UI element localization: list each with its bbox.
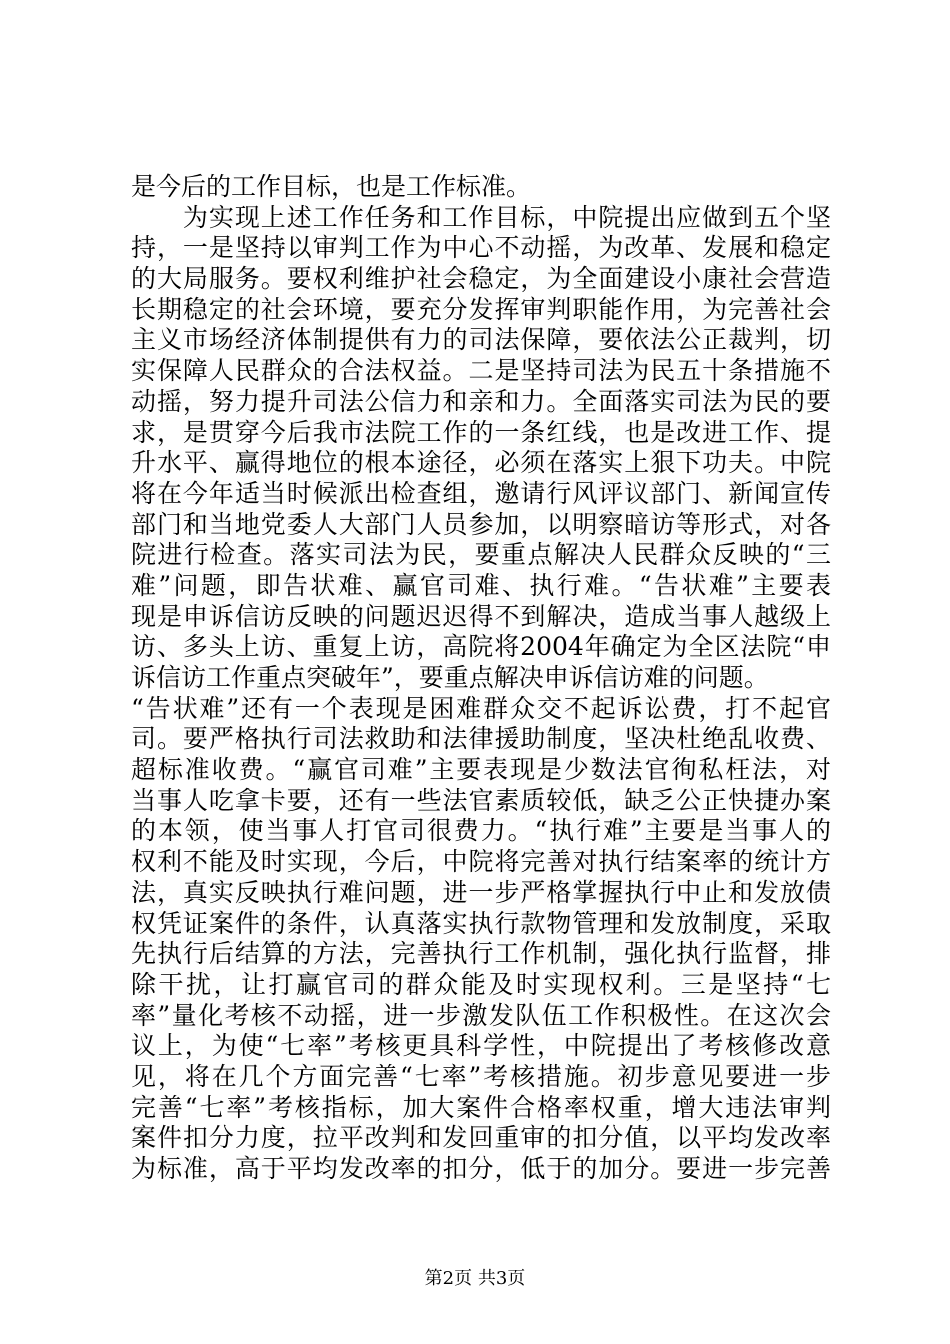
text-line: 院进行检查。落实司法为民，要重点解决人民群众反映的“三 [131,540,831,570]
body-text [131,172,831,1185]
text-line: 的本领，使当事人打官司很费力。“执行难”主要是当事人的 [131,816,831,846]
text-line: 见，将在几个方面完善“七率”考核措施。初步意见要进一步 [131,1061,831,1091]
text-line: 持，一是坚持以审判工作为中心不动摇，为改革、发展和稳定 [131,233,831,263]
text-line: 动摇，努力提升司法公信力和亲和力。全面落实司法为民的要 [131,386,831,416]
text-line: 部门和当地党委人大部门人员参加，以明察暗访等形式，对各 [131,509,831,539]
text-line: 为标准，高于平均发改率的扣分，低于的加分。要进一步完善 [131,1154,831,1183]
text-line: 权利不能及时实现，今后，中院将完善对执行结案率的统计方 [131,847,831,877]
page-footer: 第2页 共3页 [424,1268,526,1289]
text-line: 实保障人民群众的合法权益。二是坚持司法为民五十条措施不 [131,356,831,386]
text-line: 现是申诉信访反映的问题迟迟得不到解决，造成当事人越级上 [131,601,831,631]
text-line: 将在今年适当时候派出检查组，邀请行风评议部门、新闻宣传 [131,478,831,508]
text-line: 长期稳定的社会环境，要充分发挥审判职能作用，为完善社会 [131,294,831,324]
text-line: 是今后的工作目标，也是工作标准。 [131,172,532,201]
text-line: 升水平、赢得地位的根本途径，必须在落实上狠下功夫。中院 [131,448,831,478]
text-line: 超标准收费。“赢官司难”主要表现是少数法官徇私枉法，对 [131,755,831,785]
text-line: 案件扣分力度，拉平改判和发回重审的扣分值，以平均发改率 [131,1123,831,1153]
text-line: 访、多头上访、重复上访，高院将2004年确定为全区法院“申 [131,632,831,662]
text-line: 当事人吃拿卡要，还有一些法官素质较低，缺乏公正快捷办案 [131,785,831,815]
text-line: 率”量化考核不动摇，进一步激发队伍工作积极性。在这次会 [131,1000,831,1030]
text-line: 求，是贯穿今后我市法院工作的一条红线，也是改进工作、提 [131,417,831,447]
text-line: 难”问题，即告状难、赢官司难、执行难。“告状难”主要表 [131,570,831,600]
text-line: 司。要严格执行司法救助和法律援助制度，坚决杜绝乱收费、 [131,724,831,754]
text-line: 先执行后结算的方法，完善执行工作机制，强化执行监督，排 [131,939,831,969]
text-line: 权凭证案件的条件，认真落实执行款物管理和发放制度，采取 [131,908,831,938]
text-line: 主义市场经济体制提供有力的司法保障，要依法公正裁判，切 [131,325,831,355]
text-line: 的大局服务。要权利维护社会稳定，为全面建设小康社会营造 [131,264,831,294]
text-line: 完善“七率”考核指标，加大案件合格率权重，增大违法审判 [131,1092,831,1122]
text-line: 除干扰，让打赢官司的群众能及时实现权利。三是坚持“七 [131,969,831,999]
text-line: 法，真实反映执行难问题，进一步严格掌握执行中止和发放债 [131,877,831,907]
text-line: 诉信访工作重点突破年”，要重点解决申诉信访难的问题。 [131,663,769,692]
text-line: 为实现上述工作任务和工作目标，中院提出应做到五个坚 [131,202,831,232]
text-line: “告状难”还有一个表现是困难群众交不起诉讼费，打不起官 [131,693,831,723]
text-line: 议上，为使“七率”考核更具科学性，中院提出了考核修改意 [131,1031,831,1061]
